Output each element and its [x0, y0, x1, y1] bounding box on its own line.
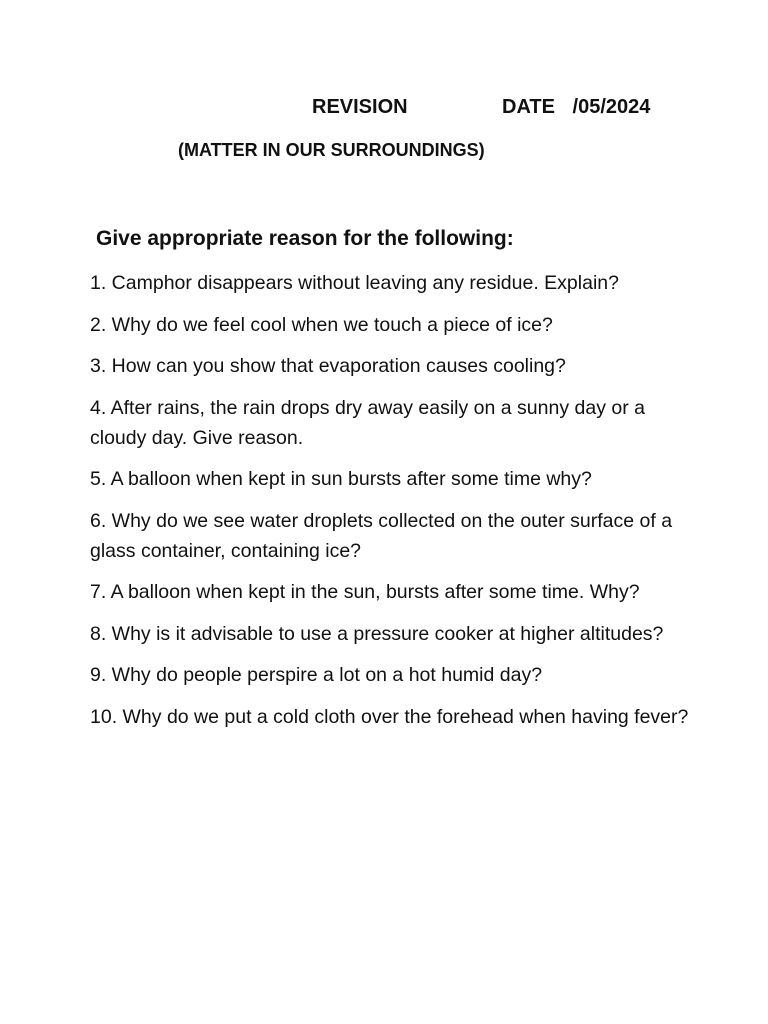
header-line — [0, 96, 768, 124]
document-title: REVISION — [312, 96, 408, 118]
question-item: 1. Camphor disappears without leaving any residue. Explain? — [90, 272, 619, 294]
question-item: 9. Why do people perspire a lot on a hot humid day? — [90, 664, 543, 686]
document-subtitle: (MATTER IN OUR SURROUNDINGS) — [178, 140, 485, 160]
question-item: 5. A balloon when kept in sun bursts after some time why? — [90, 468, 592, 490]
question-item: 7. A balloon when kept in the sun, bursts after some time. Why? — [90, 581, 640, 603]
date-field: DATE /05/2024 — [502, 96, 651, 118]
question-item: 6. Why do we see water droplets collected on the outer surface of a glass container, containing ice? — [90, 509, 673, 562]
question-item: 8. Why is it advisable to use a pressure cooker at higher altitudes? — [90, 622, 664, 645]
question-item: 10. Why do we put a cold cloth over the forehead when having fever? — [90, 705, 689, 728]
question-item: 4. After rains, the rain drops dry away easily on a sunny day or a cloudy day. Give reason. — [90, 396, 645, 449]
question-item: 2. Why do we feel cool when we touch a piece of ice? — [90, 313, 553, 336]
section-heading: Give appropriate reason for the following: — [96, 227, 514, 250]
question-list — [90, 268, 690, 743]
question-item: 3. How can you show that evaporation causes cooling? — [90, 355, 566, 377]
